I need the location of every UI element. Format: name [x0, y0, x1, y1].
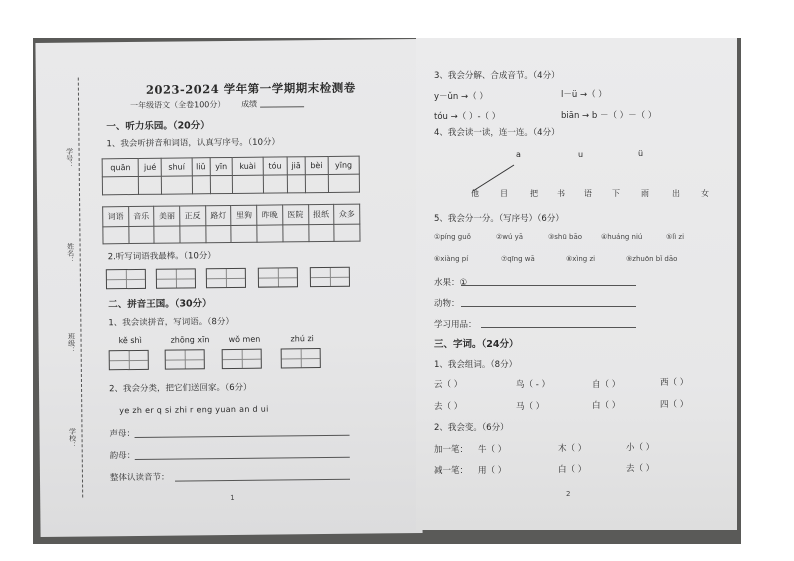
section-1-heading: 一、听力乐园。（20分） — [106, 120, 210, 133]
writing-grid[interactable] — [310, 267, 350, 287]
page-number-1: 1 — [230, 493, 235, 502]
zhengti-answer-line[interactable] — [175, 479, 350, 482]
answer-cell[interactable] — [103, 227, 129, 244]
yunmu-label: 韵母： — [109, 450, 136, 462]
word-cell: 正反 — [180, 206, 206, 226]
question-2-5: 5、我会分一分。（写序号）（6分） — [434, 214, 564, 224]
word-item: ⑤lì zi — [666, 233, 685, 241]
remove-stroke-label: 减一笔： — [434, 466, 469, 476]
writing-grid[interactable] — [165, 349, 205, 369]
char-option[interactable]: 语 — [584, 189, 592, 198]
word-group-item[interactable]: 马（ ） — [516, 402, 545, 412]
word-group-item[interactable]: 自（ ） — [592, 380, 621, 390]
word-item: ②wú yā — [496, 233, 524, 241]
char-option[interactable]: 雨 — [641, 189, 649, 198]
writing-grid[interactable] — [109, 350, 149, 370]
exam-title: 2023-2024 学年第一学期期末检测卷 — [145, 80, 356, 97]
question-1-1: 1、我会听拼音和词语，认真写序号。（10分） — [106, 137, 281, 150]
question-2-2: 2、我会分类，把它们送回家。（6分） — [109, 382, 252, 395]
word-cell: 昨晚 — [257, 205, 283, 225]
add-stroke-label: 加一笔： — [434, 445, 469, 455]
writing-grid[interactable] — [106, 269, 146, 289]
word-item: ⑧xìng zi — [566, 255, 596, 263]
word-group-item[interactable]: 云（ ） — [434, 380, 463, 390]
yunmu-answer-line[interactable] — [135, 457, 350, 460]
word-group-item[interactable]: 鸟（ - ） — [516, 380, 550, 390]
school-supplies-answer-line[interactable] — [481, 327, 636, 328]
school-supplies-label: 学习用品： — [434, 320, 477, 330]
answer-cell[interactable] — [206, 225, 232, 242]
answer-cell[interactable] — [231, 225, 257, 242]
word-group-item[interactable]: 四（ ） — [660, 400, 689, 410]
char-option[interactable]: 女 — [701, 189, 709, 198]
word-group-item[interactable]: 西（ ） — [660, 378, 689, 388]
word-group-item[interactable]: 白（ ） — [592, 401, 621, 411]
word-item: ④huáng niú — [601, 233, 643, 241]
question-2-4: 4、我会读一读，连一连。（4分） — [434, 128, 560, 138]
word-cell: 众多 — [334, 204, 360, 224]
pinyin-prompt: kě shì — [118, 335, 142, 346]
fruit-answer-line[interactable] — [461, 285, 636, 286]
writing-grid[interactable] — [156, 268, 196, 288]
remove-stroke-item[interactable]: 去（ ） — [626, 464, 655, 474]
char-option[interactable]: 他 — [471, 189, 479, 198]
pinyin-cell: bèi — [305, 156, 328, 174]
char-option[interactable]: 下 — [612, 189, 620, 198]
pinyin-prompt: zhōng xīn — [170, 335, 210, 345]
remove-stroke-item[interactable]: 白（ ） — [558, 465, 587, 475]
question-2-1: 1、我会读拼音，写词语。（8分） — [108, 316, 234, 329]
exam-subtitle: 一年级语文（全卷100分） — [130, 100, 226, 111]
pinyin-cell: kuài — [232, 157, 263, 175]
char-option[interactable]: 目 — [500, 189, 508, 198]
pinyin-cell: jué — [139, 158, 162, 176]
page-number-2: 2 — [566, 490, 571, 498]
question-3-1: 1、我会组词。（8分） — [434, 360, 518, 370]
animal-answer-line[interactable] — [461, 306, 636, 307]
pinyin-cell: yīng — [328, 156, 360, 174]
word-item: ①píng guǒ — [434, 233, 471, 241]
zhengti-label: 整体认读音节： — [109, 472, 170, 484]
answer-cell[interactable] — [257, 225, 283, 242]
char-option[interactable]: 把 — [530, 189, 538, 198]
answer-cell[interactable] — [162, 176, 192, 194]
word-cell: 里狗 — [231, 205, 257, 225]
compose-item: y－ǔn →（ ） — [434, 92, 488, 102]
pinyin-prompt: wǒ men — [228, 334, 261, 345]
section-2-heading: 二、拼音王国。（30分） — [108, 298, 212, 311]
answer-cell[interactable] — [328, 174, 360, 192]
pinyin-cell: tóu — [263, 157, 288, 175]
char-option[interactable]: 书 — [557, 189, 565, 198]
decompose-item: tóu →（ ）-（ ） — [434, 112, 501, 122]
pinyin-cell: jiā — [287, 157, 305, 175]
margin-label-class: 班级： — [67, 332, 76, 354]
word-table — [102, 204, 360, 245]
writing-grid[interactable] — [222, 349, 262, 369]
pinyin-cell: quān — [102, 158, 139, 176]
word-item: ⑦qīng wā — [501, 255, 535, 263]
writing-grid[interactable] — [258, 267, 298, 287]
word-item: ⑥xiàng pí — [434, 255, 469, 263]
writing-grid[interactable] — [281, 348, 321, 368]
answer-cell[interactable] — [154, 226, 180, 243]
writing-grid[interactable] — [206, 268, 246, 288]
pinyin-cell: shuí — [161, 158, 191, 176]
question-1-2: 2.听写词语我最棒。（10分） — [107, 251, 216, 263]
answer-cell[interactable] — [192, 176, 210, 194]
score-blank[interactable] — [260, 106, 304, 107]
vowel-u[interactable]: u — [578, 150, 584, 159]
margin-label-name: 姓名： — [66, 242, 75, 264]
score-label: 成绩 — [241, 99, 258, 109]
photo-background — [33, 38, 741, 544]
pinyin-prompt: zhú zi — [290, 334, 314, 344]
answer-cell[interactable] — [102, 176, 139, 194]
add-stroke-item[interactable]: 牛（ ） — [478, 445, 507, 455]
syllable-list: ye zh er q si zhi r eng yuan an d ui — [119, 404, 269, 416]
decompose-item: biān → b －（ ）－（ ） — [561, 111, 657, 121]
answer-cell[interactable] — [287, 175, 305, 193]
word-item: ③shū bāo — [548, 233, 583, 241]
right-page — [416, 38, 737, 530]
word-item: ⑨zhuōn bǐ dāo — [626, 255, 678, 263]
fruit-label: 水果：① — [434, 278, 468, 288]
answer-cell[interactable] — [210, 175, 233, 193]
answer-cell[interactable] — [283, 225, 309, 242]
pinyin-cell: liǔ — [192, 158, 210, 176]
margin-label-number: 学号： — [65, 147, 74, 169]
add-stroke-item[interactable]: 小（ ） — [626, 443, 655, 453]
answer-cell[interactable] — [305, 174, 328, 192]
word-cell: 美丽 — [154, 206, 180, 226]
compose-item: l－ü →（ ） — [561, 90, 607, 100]
binding-line — [78, 78, 83, 498]
answer-cell[interactable] — [129, 226, 155, 243]
answer-cell[interactable] — [263, 175, 288, 193]
remove-stroke-item[interactable]: 用（ ） — [478, 466, 507, 476]
word-cell: 路灯 — [205, 205, 231, 225]
char-option[interactable]: 出 — [672, 189, 680, 198]
shengmu-label: 声母： — [109, 428, 136, 440]
question-2-3: 3、我会分解、合成音节。（4分） — [434, 71, 560, 81]
section-3-heading: 三、字词。（24分） — [434, 339, 519, 350]
answer-cell[interactable] — [334, 224, 360, 241]
word-cell: 音乐 — [128, 206, 154, 226]
left-page — [35, 39, 422, 537]
shengmu-answer-line[interactable] — [135, 435, 350, 438]
answer-cell[interactable] — [308, 224, 334, 241]
answer-cell[interactable] — [180, 226, 206, 243]
word-cell: 词语 — [103, 207, 129, 227]
animal-label: 动物： — [434, 299, 460, 309]
pinyin-cell: yīn — [210, 157, 233, 175]
margin-label-school: 学校： — [68, 427, 77, 449]
word-cell: 报纸 — [308, 204, 334, 224]
word-cell: 医院 — [282, 205, 308, 225]
add-stroke-item[interactable]: 木（ ） — [558, 444, 587, 454]
pinyin-table — [102, 156, 360, 196]
vowel-v[interactable]: ü — [638, 149, 644, 158]
answer-cell[interactable] — [139, 176, 162, 194]
question-3-2: 2、我会变。（6分） — [434, 423, 509, 433]
word-group-item[interactable]: 去（ ） — [434, 402, 463, 412]
answer-cell[interactable] — [233, 175, 264, 193]
vowel-a[interactable]: a — [516, 150, 521, 159]
